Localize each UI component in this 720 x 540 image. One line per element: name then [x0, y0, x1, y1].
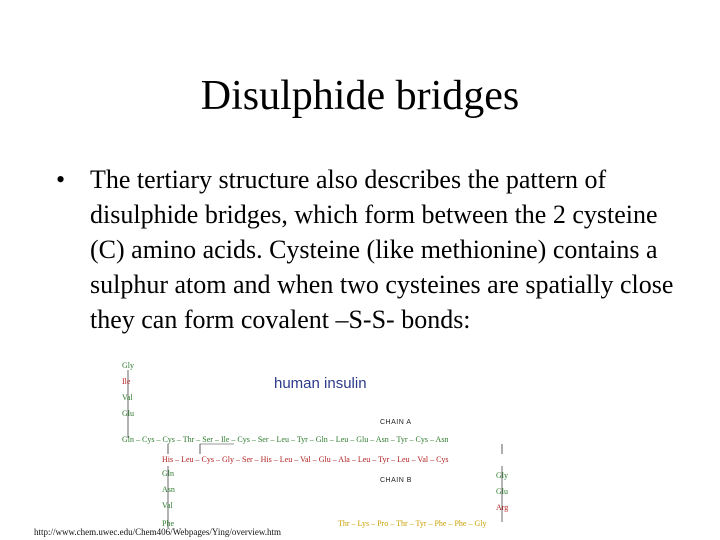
- chain-a-left-residue: Gly: [122, 361, 134, 370]
- chain-b-left-residue: Gln: [162, 469, 174, 478]
- chain-a-left-residue: Val: [122, 393, 133, 402]
- chain-b-row: His – Leu – Cys – Gly – Ser – His – Leu – Val – Glu – Ala – Leu – Tyr – Leu – Val – Cys: [162, 455, 449, 464]
- chain-a-row: Gln – Cys – Cys – Thr – Ser – Ile – Cys – Ser – Leu – Tyr – Gln – Leu – Glu – Asn – Tyr – Cys – Asn: [122, 435, 449, 444]
- chain-b-right-residue: Glu: [496, 487, 508, 496]
- slide-title: Disulphide bridges: [200, 73, 520, 119]
- chain-a-label: CHAIN A: [380, 419, 412, 426]
- source-url: http://www.chem.uwec.edu/Chem406/Webpages/Ying/overview.htm: [34, 527, 282, 537]
- bullet-text: The tertiary structure also describes the pattern of disulphide bridges, which form between the 2 cysteine (C) amino acids. Cysteine (like methionine) contains a sulphur atom and when two cysteines are spatially close they can form covalent –S-S- bonds:: [90, 165, 674, 334]
- chain-b-left-residue: Asn: [162, 485, 175, 494]
- chain-b-left-residue: Phe: [162, 519, 174, 528]
- bullet-marker: •: [56, 165, 66, 194]
- chain-b-bottom-row: Thr – Lys – Pro – Thr – Tyr – Phe – Phe – Gly: [338, 519, 487, 528]
- insulin-structure-svg: [120, 358, 560, 540]
- insulin-diagram: [120, 358, 560, 540]
- chain-b-label: CHAIN B: [380, 477, 412, 484]
- chain-a-left-residue: Glu: [122, 409, 134, 418]
- chain-b-right-residue: Arg: [496, 503, 509, 512]
- chain-b-left-residue: Val: [162, 501, 173, 510]
- chain-a-left-residue: Ile: [122, 377, 131, 386]
- chain-b-right-residue: Gly: [496, 471, 508, 480]
- diagram-title: human insulin: [274, 375, 367, 392]
